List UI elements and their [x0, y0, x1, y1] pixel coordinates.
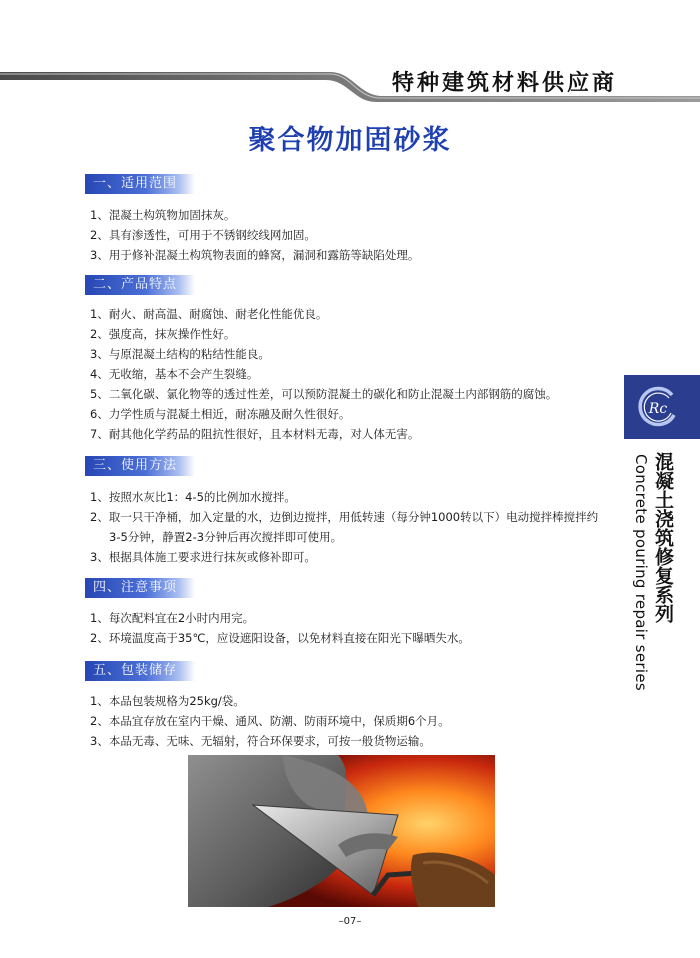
page-number: –07– [338, 916, 362, 927]
list-item: 3-5分钟，静置2-3分钟后再次搅拌即可使用。 [109, 530, 343, 544]
header-band [0, 0, 700, 110]
section-heading-notes: 四、注意事项 [85, 578, 195, 598]
list-item: 6、力学性质与混凝土相近，耐冻融及耐久性很好。 [90, 407, 351, 421]
header-title: 特种建筑材料供应商 [392, 71, 618, 96]
series-title-en: Concrete pouring repair series [632, 454, 650, 691]
list-item: 1、混凝土构筑物加固抹灰。 [90, 208, 236, 222]
list-item: 2、取一只干净桶，加入定量的水，边倒边搅拌，用低转速（每分钟1000转以下）电动搅拌棒搅拌约 [90, 510, 599, 524]
page-title: 聚合物加固砂浆 [248, 125, 452, 156]
section-heading-usage: 三、使用方法 [85, 456, 195, 476]
list-item: 3、与原混凝土结构的粘结性能良。 [90, 347, 270, 361]
company-logo [636, 385, 680, 429]
list-item: 2、环境温度高于35℃，应设遮阳设备，以免材料直接在阳光下曝晒失水。 [90, 631, 470, 645]
list-item: 1、本品包装规格为25kg/袋。 [90, 694, 245, 708]
list-item: 2、本品宜存放在室内干燥、通风、防潮、防雨环境中，保质期6个月。 [90, 714, 450, 728]
logo-text: Rc [648, 401, 668, 417]
list-item: 3、根据具体施工要求进行抹灰或修补即可。 [90, 550, 316, 564]
section-heading-packaging: 五、包装储存 [85, 661, 195, 681]
section-heading-scope: 一、适用范围 [85, 174, 195, 194]
list-item: 4、无收缩，基本不会产生裂缝。 [90, 367, 259, 381]
list-item: 1、按照水灰比1：4-5的比例加水搅拌。 [90, 490, 296, 504]
list-item: 2、具有渗透性，可用于不锈钢绞线网加固。 [90, 228, 316, 242]
list-item: 3、本品无毒、无味、无辐射，符合环保要求，可按一般货物运输。 [90, 734, 431, 748]
list-item: 2、强度高，抹灰操作性好。 [90, 327, 236, 341]
list-item: 7、耐其他化学药品的阻抗性很好，且本材料无毒，对人体无害。 [90, 427, 420, 441]
section-heading-features: 二、产品特点 [85, 275, 195, 295]
list-item: 3、用于修补混凝土构筑物表面的蜂窝，漏洞和露筋等缺陷处理。 [90, 248, 420, 262]
list-item: 1、每次配料宜在2小时内用完。 [90, 611, 255, 625]
list-item: 5、二氧化碳、氯化物等的透过性差，可以预防混凝土的碳化和防止混凝土内部钢筋的腐蚀。 [90, 387, 558, 401]
trowel-photo [188, 755, 495, 907]
series-title-cn: 混凝土浇筑修复系列 [652, 452, 674, 623]
list-item: 1、耐火、耐高温、耐腐蚀、耐老化性能优良。 [90, 307, 328, 321]
